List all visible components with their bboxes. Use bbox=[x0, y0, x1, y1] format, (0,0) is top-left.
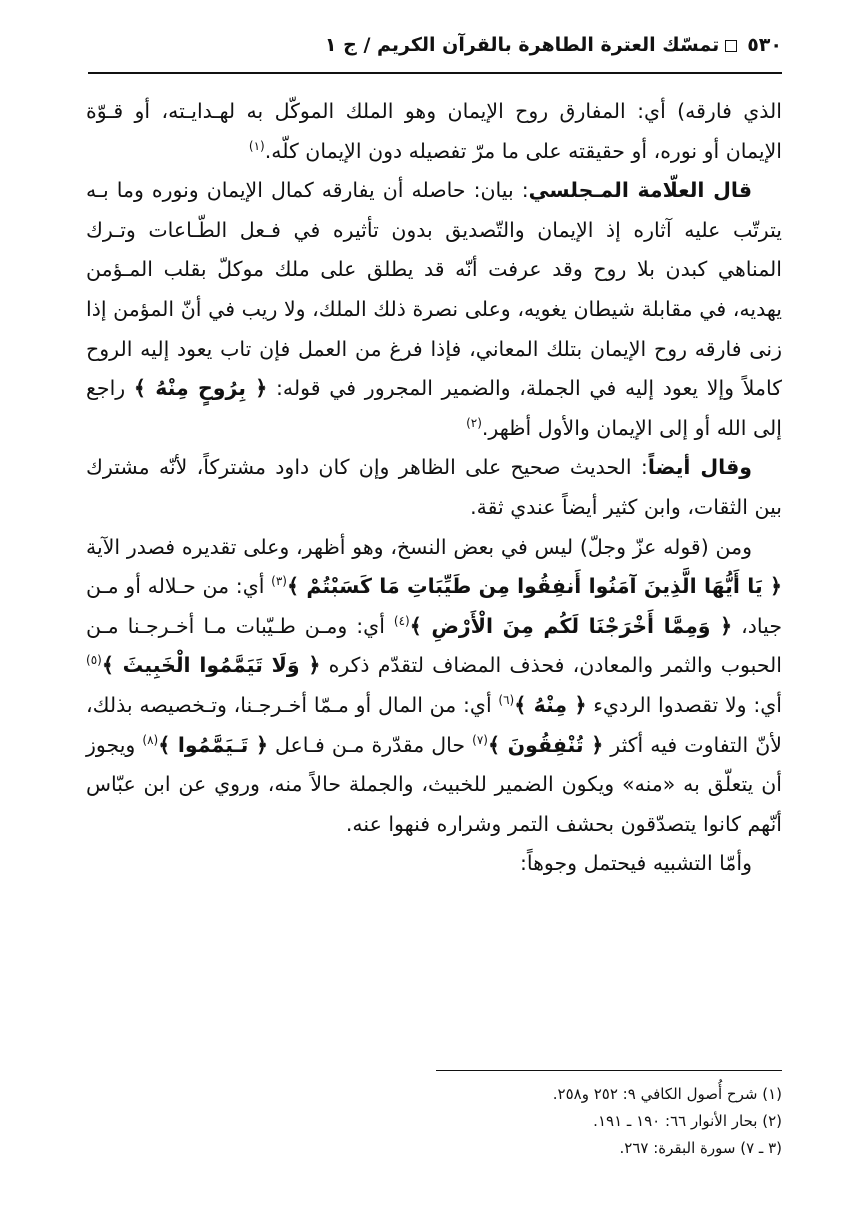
text-run: وأمّا التشبيه فيحتمل وجوهاً: bbox=[519, 851, 752, 876]
footnote-ref: (٨) bbox=[142, 732, 159, 747]
quran-quote: ﴿ وَلَا تَيَمَّمُوا الْخَبِيثَ ﴾ bbox=[101, 653, 321, 678]
footnote-rule bbox=[436, 1070, 782, 1071]
bold-lead: وقال أيضاً bbox=[647, 455, 752, 480]
quran-quote: ﴿ بِرُوحٍ مِنْهُ ﴾ bbox=[133, 376, 268, 401]
text-run: أي: من حـلاله أو مـن جياد، bbox=[86, 574, 782, 638]
footnote-1: (١) شرح أُصول الكافي ٩: ٢٥٢ و٢٥٨. bbox=[552, 1085, 782, 1103]
footnote-ref: (٢) bbox=[466, 415, 482, 430]
page-header bbox=[88, 24, 782, 74]
text-run: أي: ومـن طـيّبات مـا أخـرجـنا مـن الحبوب والثمر والمعادن، فحذف المضاف لتقدّم ذكره bbox=[86, 613, 782, 678]
quran-quote: ﴿ تَـيَمَّمُوا ﴾ bbox=[158, 732, 268, 757]
quran-quote: ﴿ يَا أَيُّهَا الَّذِينَ آمَنُوا أَنفِقُوا مِن طَيِّبَاتِ مَا كَسَبْتُمْ ﴾ bbox=[286, 574, 782, 599]
footnotes bbox=[86, 1081, 782, 1162]
footnote-2: (٢) بحار الأنوار ٦٦: ١٩٠ ـ ١٩١. bbox=[593, 1112, 782, 1130]
running-head bbox=[325, 34, 782, 56]
header-rule bbox=[88, 72, 782, 74]
footnote-ref: (٧) bbox=[472, 732, 488, 747]
paragraph-1 bbox=[86, 92, 782, 171]
footnote-ref: (١) bbox=[248, 138, 265, 153]
paragraph-5 bbox=[86, 844, 782, 884]
text-run: : بيان: حاصله أن يفارقه كمال الإيمان ونوره وما بـه يترتّب عليه آثاره إذ الإيمان والتّصديق بدون تأثيره في فـعل الطّـاعات وتـرك المناهي كبدن بلا روح وقد عرفت أنّه قد يطلق على ملك موكلّ بقلب المـؤمن يهديه، في مقابلة شيطان يغويه، وعلى نصرة ذلك الملك، ولا ريب في أنّ المؤمن إذا زنى فارقه روح الإيمان بتلك المعاني، فإذا فرغ من العمل فإن تاب يعود إليه الروح كاملاً وإلا يعود إليه في الجملة، والضمير المجرور في قوله: bbox=[86, 178, 782, 401]
text-run: ويجوز أن يتعلّق به «منه» ويكون الضمير للخبيث، والجملة حالاً منه، وروي عن ابن عبّاس أنّهم كانوا يتصدّقون بحشف التمر وشراره فنهوا عنه. bbox=[86, 732, 782, 836]
quran-quote: ﴿ تُنْفِقُونَ ﴾ bbox=[487, 732, 604, 757]
text-run: الذي فارقه) أي: المفارق روح الإيمان وهو الملك الموكّل به لهـدايـته، أو قـوّة الإيمان أو نوره، أو حقيقته على ما مرّ تفصيله دون الإيمان كلّه. bbox=[86, 99, 782, 163]
footnote-ref: (٥) bbox=[86, 653, 102, 668]
page-number: ٥٣٠ bbox=[747, 34, 782, 56]
footnote-ref: (٣) bbox=[271, 574, 287, 589]
footnote-3: (٣ ـ ٧) سورة البقرة: ٢٦٧. bbox=[619, 1139, 782, 1157]
quran-quote: ﴿ وَمِمَّا أَخْرَجْنَا لَكُم مِنَ الْأَرْضِ ﴾ bbox=[409, 613, 733, 638]
square-ornament-icon bbox=[725, 40, 737, 52]
paragraph-2 bbox=[86, 171, 782, 448]
main-text bbox=[86, 92, 782, 884]
paragraph-3 bbox=[86, 448, 782, 527]
paragraph-4 bbox=[86, 528, 782, 845]
text-run: أي: ولا تقصدوا الرديء bbox=[586, 692, 782, 717]
text-run: حال مقدّرة مـن فـاعل bbox=[267, 732, 473, 757]
running-head-title: تمسّك العترة الطاهرة بالقرآن الكريم / ج ١ bbox=[324, 34, 720, 56]
text-run: راجع إلى الله أو إلى الإيمان والأول أظهر. bbox=[86, 376, 782, 440]
text-run: أي: من المال أو مـمّا أخـرجـنا، وتـخصيصه بذلك، لأنّ التفاوت فيه أكثر bbox=[86, 692, 782, 757]
text-run: : الحديث صحيح على الظاهر وإن كان داود مشتركاً، لأنّه مشترك بين الثقات، وابن كثير أيضاً عندي ثقة. bbox=[86, 455, 782, 519]
footnote-ref: (٦) bbox=[498, 692, 515, 707]
text-run: ومن (قوله عزّ وجلّ) ليس في بعض النسخ، وهو أظهر، وعلى تقديره فصدر الآية bbox=[86, 534, 752, 559]
footnote-ref: (٤) bbox=[393, 613, 410, 628]
quran-quote: ﴿ مِنْهُ ﴾ bbox=[514, 692, 587, 717]
bold-lead: قال العلّامة المـجلسي bbox=[528, 178, 752, 203]
